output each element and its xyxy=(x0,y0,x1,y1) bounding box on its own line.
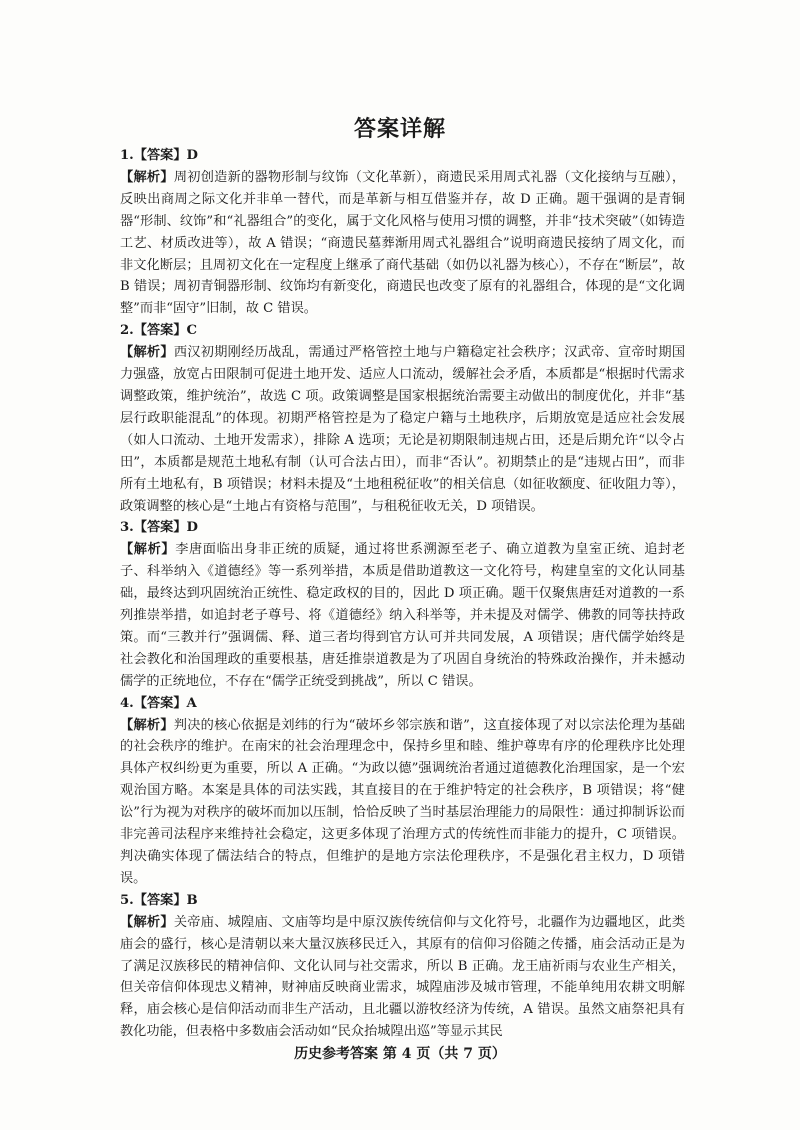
question-block xyxy=(120,693,685,890)
analysis-body: 李唐面临出身非正统的质疑，通过将世系溯源至老子、确立道教为皇室正统、追封老子、科举纳入《道德经》等一系列举措，本质是借助道教这一文化符号，构建皇室的文化认同基础，最终达到巩固统治正统性、稳定政权的目的，因此 D 项正确。题干仅聚焦唐廷对道教的一系列推崇举措，如追封老子尊号、将《道德经》纳入科举等，并未提及对儒学、佛教的同等扶持政策。而“三教并行”强调儒、释、道三者均得到官方认可并共同发展，A 项错误；唐代儒学始终是社会教化和治国理政的重要根基，唐廷推崇道教是为了巩固自身统治的特殊政治操作，并未撼动儒学的正统地位，不存在“儒学正统受到挑战”，所以 C 错误。 xyxy=(120,542,686,689)
analysis-text xyxy=(120,167,685,320)
analysis-text xyxy=(120,539,685,692)
analysis-tag: 【解析】 xyxy=(120,345,174,361)
analysis-body: 西汉初期刚经历战乱，需通过严格管控土地与户籍稳定社会秩序；汉武帝、宣帝时期国力强盛，放宽占田限制可促进土地开发、适应人口流动，缓解社会矛盾，本质都是“根据时代需求调整政策，维护统治”，故选 C 项。政策调整是国家根据统治需要主动做出的制度优化，并非“基层行政职能混乱”的体现。初期严格管控是为了稳定户籍与土地秩序，后期放宽是适应社会发展（如人口流动、土地开发需求），排除 A 选项；无论是初期限制违规占田，还是后期允许“以令占田”，本质都是规范土地私有制（认可合法占田），而非“否认”。初期禁止的是“违规占田”，而非所有土地私有，B 项错误；材料未提及“土地租税征收”的相关信息（如征收额度、征收阻力等），政策调整的核心是“土地占有资格与范围”，与租税征收无关，D 项错误。 xyxy=(120,345,686,514)
question-block xyxy=(120,517,685,692)
analysis-text xyxy=(120,715,685,890)
answer-line: 4.【答案】A xyxy=(120,695,197,711)
question-block xyxy=(120,145,685,320)
answer-line: 3.【答案】D xyxy=(120,520,198,536)
page-title: 答案详解 xyxy=(353,116,446,142)
analysis-body: 关帝庙、城隍庙、文庙等均是中原汉族传统信仰与文化符号，北疆作为边疆地区，此类庙会的盛行，核心是清朝以来大量汉族移民迁入，其原有的信仰习俗随之传播，庙会活动正是为了满足汉族移民的精神信仰、文化认同与社交需求，所以 B 正确。龙王庙祈雨与农业生产相关，但关帝信仰体现忠义精神，财神庙反映商业需求，城隍庙涉及城市管理，不能单纯用农耕文明解释，庙会核心是信仰活动而非生产活动，且北疆以游牧经济为传统，A 错误。虽然文庙祭祀具有教化功能，但表格中多数庙会活动如“民众抬城隍出巡”等显示其民 xyxy=(120,914,686,1040)
analysis-body: 判决的核心依据是刘纬的行为“破坏乡邻宗族和谐”，这直接体现了对以宗法伦理为基础的社会秩序的维护。在南宋的社会治理理念中，保持乡里和睦、维护尊卑有序的伦理秩序比处理具体产权纠纷更为重要，所以 A 正确。“为政以德”强调统治者通过道德教化治理国家，是一个宏观治国方略。本案是具体的司法实践，其直接目的在于维护特定的社会秩序，B 项错误；将“健讼”行为视为对秩序的破坏而加以压制，恰恰反映了当时基层治理能力的局限性：通过抑制诉讼而非完善司法程序来维持社会稳定，这更多体现了治理方式的传统性而非能力的提升，C 项错误。判决确实体现了儒法结合的特点，但维护的是地方宗法伦理秩序，不是强化君主权力，D 项错误。 xyxy=(120,717,685,886)
answer-line: 2.【答案】C xyxy=(120,323,198,339)
answer-line: 1.【答案】D xyxy=(120,148,198,163)
answer-content xyxy=(120,145,685,1043)
analysis-tag: 【解析】 xyxy=(120,169,174,185)
analysis-text xyxy=(120,912,685,1043)
analysis-tag: 【解析】 xyxy=(120,914,174,930)
page-footer: 历史参考答案 第 4 页（共 7 页） xyxy=(294,1046,506,1062)
question-block xyxy=(120,320,685,517)
answer-line: 5.【答案】B xyxy=(120,892,198,908)
analysis-text xyxy=(120,342,685,517)
question-block xyxy=(120,890,685,1043)
analysis-tag: 【解析】 xyxy=(120,717,174,733)
analysis-tag: 【解析】 xyxy=(120,542,176,558)
analysis-body: 周初创造新的器物形制与纹饰（文化革新），商遗民采用周式礼器（文化接纳与互融），反映出商周之际文化并非单一替代，而是革新与相互借鉴并存，故 D 正确。题干强调的是青铜器“形制、纹饰”和“礼器组合”的变化，属于文化风格与使用习惯的调整，并非“技术突破”（如铸造工艺、材质改进等），故 A 错误；“商遗民墓葬渐用周式礼器组合”说明商遗民接纳了周文化，而非文化断层；且周初文化在一定程度上继承了商代基础（如仍以礼器为核心），不存在“断层”，故 B 错误；周初青铜器形制、纹饰均有新变化，商遗民也改变了原有的礼器组合，体现的是“文化调整”而非“固守”旧制，故 C 错误。 xyxy=(120,169,686,317)
